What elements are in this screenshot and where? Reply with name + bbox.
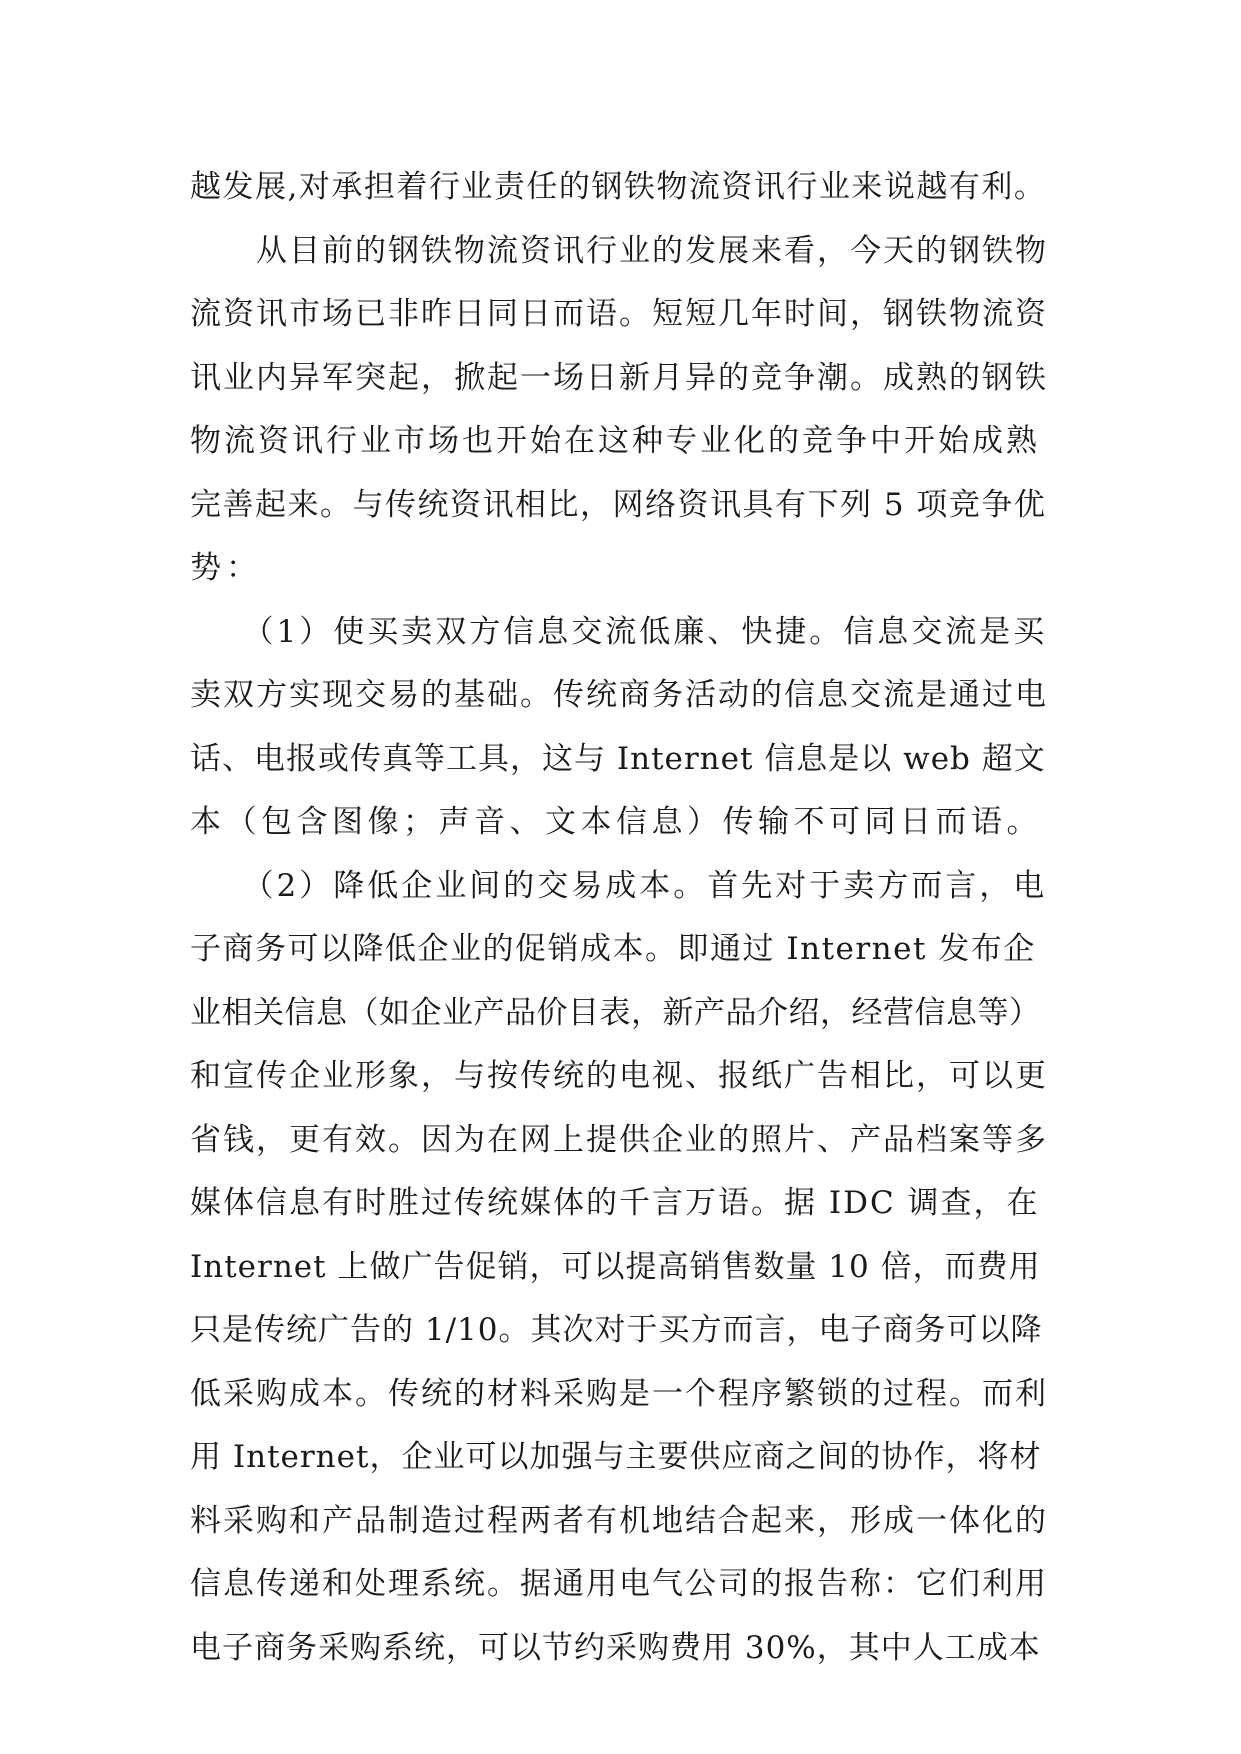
text-line: 低采购成本。传统的材料采购是一个程序繁锁的过程。而利 — [190, 1375, 1048, 1412]
text-line: 只是传统广告的 1/10。其次对于买方而言，电子商务可以降 — [190, 1312, 1043, 1348]
text-line: 和宣传企业形象，与按传统的电视、报纸广告相比，可以更 — [190, 1058, 1048, 1094]
text-line: 讯业内异军突起，掀起一场日新月异的竞争潮。成熟的钢铁 — [190, 359, 1048, 396]
text-line: 势： — [190, 550, 262, 586]
text-line: Internet 上做广告促销，可以提高销售数量 10 倍，而费用 — [190, 1248, 1041, 1285]
text-line: 从目前的钢铁物流资讯行业的发展来看，今天的钢铁物 — [190, 232, 1048, 269]
text-line: 卖双方实现交易的基础。传统商务活动的信息交流是通过电 — [190, 677, 1048, 713]
text-line: 子商务可以降低企业的促销成本。即通过 Internet 发布企 — [190, 931, 1036, 967]
text-line: 本（包含图像；声音、文本信息）传输不可同日而语。 — [190, 804, 1042, 840]
text-line: 话、电报或传真等工具，这与 Internet 信息是以 web 超文 — [190, 740, 1046, 777]
text-line: 完善起来。与传统资讯相比，网络资讯具有下列 5 项竞争优 — [190, 486, 1047, 523]
text-line: 用 Internet，企业可以加强与主要供应商之间的协作，将材 — [190, 1439, 1042, 1475]
body-text — [190, 156, 1050, 1680]
text-line: 信息传递和处理系统。据通用电气公司的报告称：它们利用 — [190, 1566, 1048, 1602]
text-line: （2）降低企业间的交易成本。首先对于卖方而言，电 — [190, 867, 1048, 904]
text-line: 电子商务采购系统，可以节约采购费用 30%，其中人工成本 — [190, 1629, 1041, 1666]
text-line: （1）使买卖双方信息交流低廉、快捷。信息交流是买 — [190, 613, 1048, 650]
text-line: 业相关信息（如企业产品价目表，新产品介绍，经营信息等） — [190, 994, 1041, 1031]
text-line: 物流资讯行业市场也开始在这种专业化的竞争中开始成熟 — [190, 423, 1040, 459]
text-line: 省钱，更有效。因为在网上提供企业的照片、产品档案等多 — [190, 1121, 1048, 1158]
text-line: 媒体信息有时胜过传统媒体的千言万语。据 IDC 调查，在 — [190, 1185, 1040, 1221]
text-line: 料采购和产品制造过程两者有机地结合起来，形成一体化的 — [190, 1502, 1048, 1539]
text-line: 流资讯市场已非昨日同日而语。短短几年时间，钢铁物流资 — [190, 296, 1048, 332]
text-line: 越发展,对承担着行业责任的钢铁物流资讯行业来说越有利。 — [190, 169, 1047, 205]
